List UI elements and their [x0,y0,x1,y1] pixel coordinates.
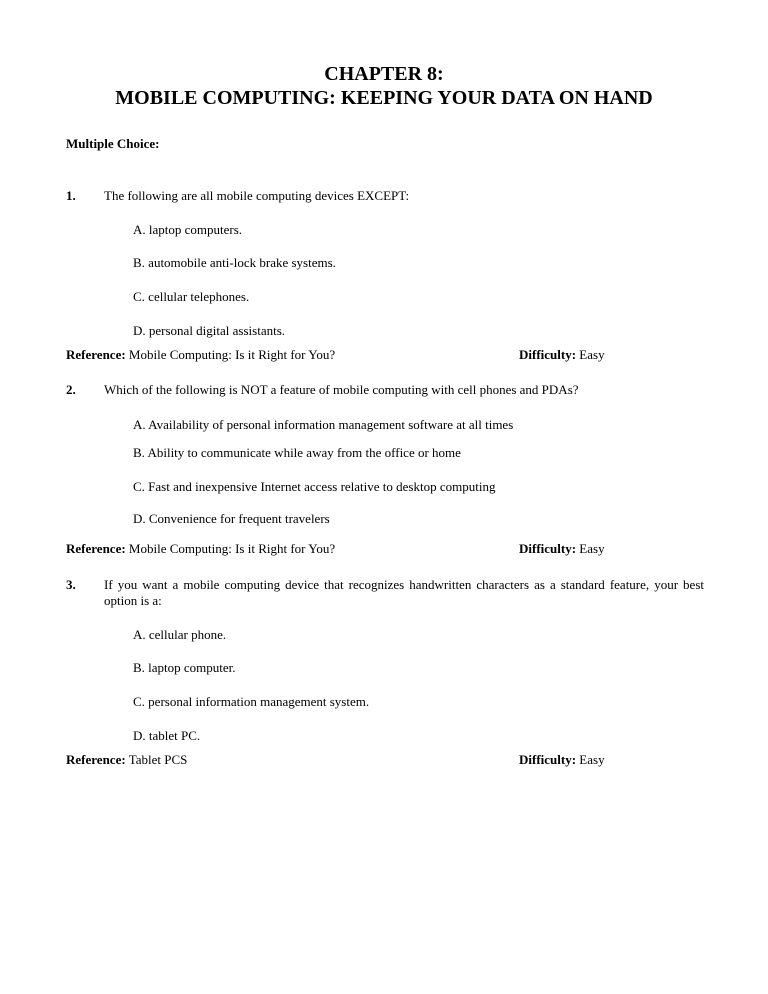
question-3-option-a: A. cellular phone. [133,627,227,642]
question-2-option-d: D. Convenience for frequent travelers [133,511,330,526]
question-2-option-c: C. Fast and inexpensive Internet access relative to desktop computing [133,479,496,494]
reference-value: Mobile Computing: Is it Right for You? [128,347,336,362]
question-1-option-b: B. automobile anti-lock brake systems. [133,255,336,270]
question-3-text: If you want a mobile computing device that recognizes handwritten characters as a standard feature, your best option is a: [104,577,704,608]
question-1-number: 1. [66,188,76,203]
reference-label: Reference: [66,541,126,556]
question-1-option-c: C. cellular telephones. [133,289,250,304]
difficulty-label: Difficulty: [519,752,577,767]
reference-value: Mobile Computing: Is it Right for You? [128,541,336,556]
chapter-subtitle: MOBILE COMPUTING: KEEPING YOUR DATA ON HAND [115,87,653,109]
difficulty-label: Difficulty: [519,541,577,556]
question-2-reference [66,541,335,557]
question-3-difficulty [519,752,605,768]
question-3-option-c: C. personal information management system. [133,694,370,709]
section-heading: Multiple Choice: [66,136,160,151]
reference-label: Reference: [66,752,126,767]
question-2-text: Which of the following is NOT a feature of mobile computing with cell phones and PDAs? [104,382,579,397]
reference-label: Reference: [66,347,126,362]
question-2-difficulty [519,541,605,557]
question-1-text: The following are all mobile computing devices EXCEPT: [104,188,410,203]
question-1-difficulty [519,347,605,363]
difficulty-value: Easy [579,541,605,556]
question-3-option-b: B. laptop computer. [133,660,236,675]
question-2-option-b: B. Ability to communicate while away from the office or home [133,445,461,460]
difficulty-value: Easy [579,752,605,767]
question-3-option-d: D. tablet PC. [133,728,201,743]
question-2-number: 2. [66,382,76,397]
question-1-option-a: A. laptop computers. [133,222,243,237]
difficulty-value: Easy [579,347,605,362]
question-1-reference [66,347,335,363]
question-2-option-a: A. Availability of personal information management software at all times [133,417,514,432]
question-3-number: 3. [66,577,76,592]
difficulty-label: Difficulty: [519,347,577,362]
chapter-title: CHAPTER 8: [324,63,444,85]
question-3-reference [66,752,187,768]
reference-value: Tablet PCS [128,752,188,767]
question-1-option-d: D. personal digital assistants. [133,323,286,338]
